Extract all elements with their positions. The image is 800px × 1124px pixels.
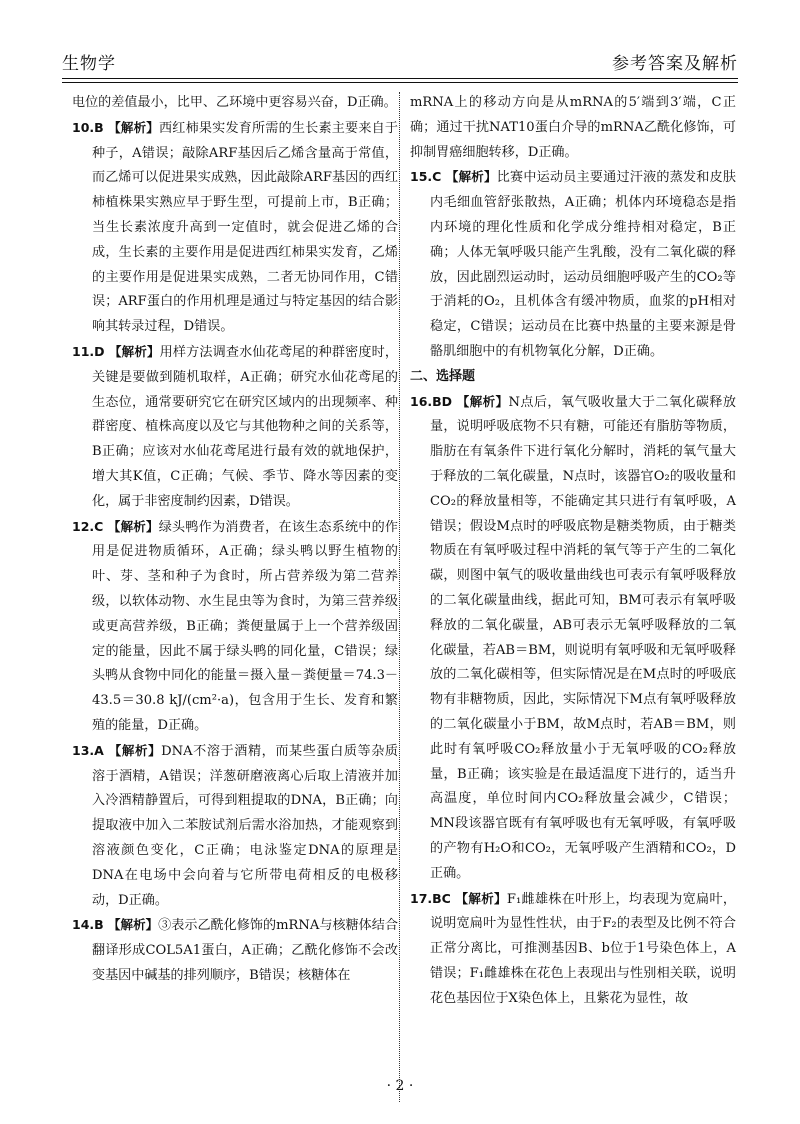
answer-label: 15.C 【解析】 [410, 169, 497, 185]
answer-label: 13.A 【解析】 [72, 742, 162, 758]
answer-label: 10.B 【解析】 [72, 119, 159, 135]
answer-label: 14.B 【解析】 [72, 917, 159, 933]
answer-label: 16.BD 【解析】 [410, 393, 509, 409]
answer-paragraph [410, 887, 736, 1012]
header-rule-thick [62, 78, 738, 79]
answer-paragraph [72, 913, 398, 988]
answer-label: 12.C 【解析】 [72, 518, 159, 534]
column-divider [399, 92, 400, 1102]
answer-text: 用样方法调查水仙花鸢尾的种群密度时，关键是要做到随机取样，A正确；研究水仙花鸢尾的生态位，通常要研究它在研究区域内的出现频率、种群密度、植株高度以及它与其他物种之间的关系等，B正确；应该对水仙花鸢尾进行最有效的就地保护，增大其K值，C正确；气候、季节、降水等因素的变化，属于非密度制约因素，D错误。 [92, 344, 398, 509]
answer-text: 西红柿果实发育所需的生长素主要来自于种子，A错误；敲除ARF基因后乙烯含量高于常值，而乙烯可以促进果实成熟，因此敲除ARF基因的西红柿植株果实熟应早于野生型，可提前上市，B正确；当生长素浓度升高到一定值时，就会促进乙烯的合成，生长素的主要作用是促进西红柿果实发育，乙烯的主要作用是促进果实成熟，二者无协同作用，C错误；ARF蛋白的作用机理是通过与特定基因的结合影响其转录过程，D错误。 [92, 120, 398, 335]
left-column [72, 91, 398, 989]
answer-paragraph [72, 739, 398, 914]
answer-paragraph [72, 515, 398, 739]
section-heading [410, 365, 736, 390]
right-column [410, 91, 736, 1011]
subject-title: 生物学 [62, 53, 116, 74]
answer-text: 比赛中运动员主要通过汗液的蒸发和皮肤内毛细血管舒张散热，A正确；机体内环境稳态是指内环境的理化性质和化学成分维持相对稳定，B正确；人体无氧呼吸只能产生乳酸，没有二氧化碳的释放，因此剧烈运动时，运动员细胞呼吸产生的CO₂等于消耗的O₂，且机体含有缓冲物质，血浆的pH相对稳定，C错误；运动员在比赛中热量的主要来源是骨骼肌细胞中的有机物氧化分解，D正确。 [430, 170, 737, 359]
answer-text: N点后，氧气吸收量大于二氧化碳释放量，说明呼吸底物不只有糖，可能还有脂肪等物质，脂肪在有氧条件下进行氧化分解时，消耗的氧气量大于释放的二氧化碳量，N点时，该器官O₂的吸收量和CO₂的释放量相等，不能确定其只进行有氧呼吸，A错误；假设M点时的呼吸底物是糖类物质，由于糖类物质在有氧呼吸过程中消耗的氧气等于产生的二氧化碳，则图中氧气的吸收量曲线也可表示有氧呼吸释放的二氧化碳量曲线，据此可知，BM可表示有氧呼吸释放的二氧化碳量，AB可表示无氧呼吸释放的二氧化碳量，若AB＝BM，则说明有氧呼吸和无氧呼吸释放的二氧化碳相等，但实际情况是在M点时的呼吸底物有非糖物质，因此，实际情况下M点有氧呼吸释放的二氧化碳量小于BM，故M点时，若AB＝BM，则此时有氧呼吸CO₂释放量小于无氧呼吸的CO₂释放量，B正确；该实验是在最适温度下进行的，适当升高温度，单位时间内CO₂释放量会减少，C错误；MN段该器官既有有氧呼吸也有无氧呼吸，有氧呼吸的产物有H₂O和CO₂，无氧呼吸产生酒精和CO₂，D正确。 [430, 394, 736, 881]
answer-text: F₁雌雄株在叶形上，均表现为宽扁叶，说明宽扁叶为显性性状，由于F₂的表型及比例不符合正常分离比，可推测基因B、b位于1号染色体上，A错误；F₁雌雄株在花色上表现出与性别相关联，说明花色基因位于X染色体上，且紫花为显性，故 [430, 891, 736, 1006]
answer-paragraph [410, 165, 736, 364]
answer-paragraph [72, 340, 398, 515]
answer-label: 11.D 【解析】 [72, 343, 160, 359]
answer-paragraph [72, 116, 398, 340]
answer-paragraph [72, 91, 398, 116]
section-title: 二、选择题 [410, 368, 476, 384]
answer-label: 17.BC 【解析】 [410, 890, 507, 906]
answer-paragraph [410, 91, 736, 165]
answer-text: 电位的差值最小，比甲、乙环境中更容易兴奋，D正确。 [72, 95, 397, 110]
document-title: 参考答案及解析 [612, 53, 738, 74]
page-number: · 2 · [386, 1078, 414, 1094]
answer-paragraph [410, 390, 736, 887]
answer-text: mRNA上的移动方向是从mRNA的5′端到3′端，C正确；通过干扰NAT10蛋白介导的mRNA乙酰化修饰，可抑制胃癌细胞转移，D正确。 [410, 95, 736, 160]
page-header [62, 48, 738, 74]
answer-text: 绿头鸭作为消费者，在该生态系统中的作用是促进物质循环，A正确；绿头鸭以野生植物的叶、芽、茎和种子为食时，所占营养级为第二营养级，以软体动物、水生昆虫等为食时，为第三营养级或更高营养级，B正确；粪便量属于上一个营养级固定的能量，因此不属于绿头鸭的同化量，C错误；绿头鸭从食物中同化的能量＝摄入量－粪便量＝74.3－43.5＝30.8 kJ/(cm²·a)，包含用于生长、发育和繁殖的能量，D正确。 [92, 519, 399, 733]
header-rule-thin [62, 82, 738, 83]
answer-text: DNA不溶于酒精，而某些蛋白质等杂质溶于酒精，A错误；洋葱研磨液离心后取上清液并加入冷酒精静置后，可得到粗提取的DNA，B正确；向提取液中加入二苯胺试剂后需水浴加热，才能观察到溶液颜色变化，C正确；电泳鉴定DNA的原理是DNA在电场中会向着与它所带电荷相反的电极移动，D正确。 [92, 743, 398, 908]
answer-text: ③表示乙酰化修饰的mRNA与核糖体结合翻译形成COL5A1蛋白，A正确；乙酰化修饰不会改变基因中碱基的排列顺序，B错误；核糖体在 [92, 918, 398, 983]
